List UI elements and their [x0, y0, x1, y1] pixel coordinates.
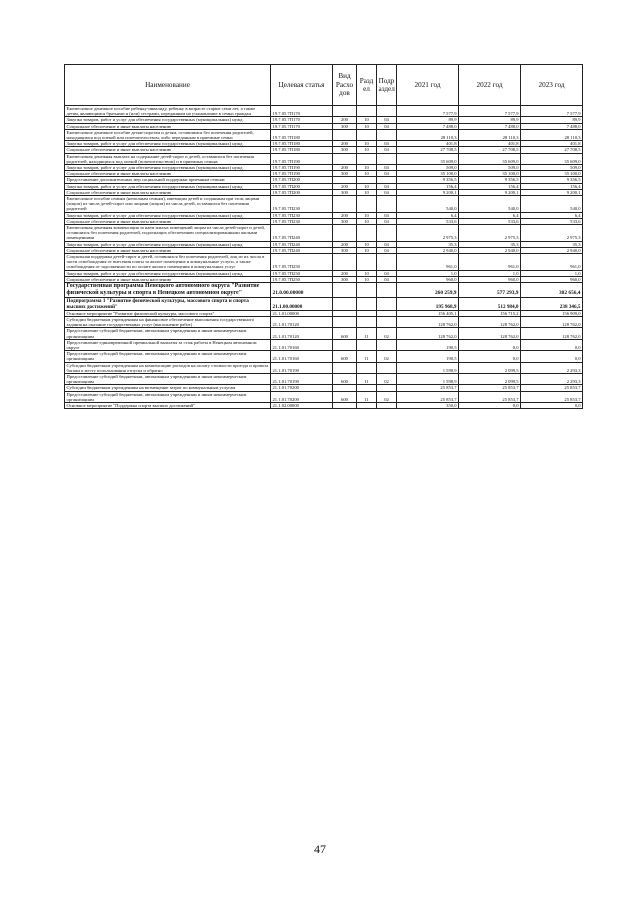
- cell-expense-type: 600: [333, 328, 357, 339]
- cell-name: Закупка товаров, работ и услуг для обеспечения государственных (муниципальных) нужд: [65, 212, 271, 218]
- cell-section: 10: [357, 147, 377, 153]
- cell-section: 11: [357, 328, 377, 339]
- cell-subsection: 04: [377, 165, 397, 171]
- cell-expense-type: 600: [333, 391, 357, 402]
- cell-subsection: 04: [377, 183, 397, 189]
- cell-target-article: 19.7.05.7П190: [271, 171, 333, 177]
- cell-section: [357, 339, 377, 350]
- cell-year-2021: 1 598,9: [397, 373, 459, 384]
- cell-section: 10: [357, 276, 377, 282]
- table-row: [65, 283, 583, 298]
- cell-year-2021: 9 356,5: [397, 177, 459, 183]
- cell-year-2021: 195 968,9: [397, 297, 459, 310]
- cell-target-article: 19.7.05.7П250: [271, 254, 333, 271]
- cell-year-2022: 960,0: [459, 276, 521, 282]
- cell-year-2023: 35,3: [521, 241, 583, 247]
- cell-expense-type: [333, 106, 357, 117]
- cell-year-2023: 128 762,0: [521, 328, 583, 339]
- cell-year-2023: 2 293,3: [521, 373, 583, 384]
- cell-target-article: 21.1.02.00000: [271, 402, 333, 408]
- cell-year-2021: 190,5: [397, 339, 459, 350]
- cell-section: 10: [357, 183, 377, 189]
- cell-year-2023: 540,0: [521, 196, 583, 213]
- cell-section: 10: [357, 270, 377, 276]
- cell-name: Предоставление субсидий бюджетным, автономным учреждениям и иным некоммерческим организациям: [65, 328, 271, 339]
- cell-section: [357, 254, 377, 271]
- cell-year-2021: 25 853,7: [397, 391, 459, 402]
- cell-expense-type: [333, 153, 357, 164]
- header-expense-type: Вид Расхо дов: [333, 65, 357, 106]
- cell-subsection: 04: [377, 241, 397, 247]
- cell-name: Закупка товаров, работ и услуг для обеспечения государственных (муниципальных) нужд: [65, 141, 271, 147]
- cell-subsection: [377, 153, 397, 164]
- cell-year-2023: 7 577,9: [521, 106, 583, 117]
- table-row: [65, 351, 583, 362]
- cell-subsection: [377, 316, 397, 327]
- cell-expense-type: 200: [333, 165, 357, 171]
- cell-year-2022: 35 609,0: [459, 153, 521, 164]
- cell-year-2023: 28 110,3: [521, 129, 583, 140]
- cell-name: Социальное обеспечение и иные выплаты населению: [65, 123, 271, 129]
- header-year-2021: 2021 год: [397, 65, 459, 106]
- header-section: Разд ел: [357, 65, 377, 106]
- cell-subsection: [377, 225, 397, 242]
- cell-year-2022: 401,8: [459, 141, 521, 147]
- cell-year-2023: 302 656,4: [521, 283, 583, 298]
- cell-name: Социальное обеспечение и иные выплаты населению: [65, 276, 271, 282]
- cell-name: Социальное обеспечение и иные выплаты населению: [65, 247, 271, 253]
- table-header-row: [65, 65, 583, 106]
- cell-year-2023: 156,4: [521, 183, 583, 189]
- cell-expense-type: 200: [333, 117, 357, 123]
- cell-expense-type: 300: [333, 247, 357, 253]
- cell-name: Предоставление субсидий бюджетным, автономным учреждениям и иным некоммерческим организациям: [65, 351, 271, 362]
- header-target-article: Целевая статья: [271, 65, 333, 106]
- cell-expense-type: 300: [333, 218, 357, 224]
- cell-name: Социальное обеспечение и иные выплаты населению: [65, 218, 271, 224]
- cell-name: Социальное обеспечение и иные выплаты населению: [65, 147, 271, 153]
- cell-target-article: 21.1.01.70120: [271, 316, 333, 327]
- cell-expense-type: 200: [333, 212, 357, 218]
- cell-year-2022: 156 715,2: [459, 310, 521, 316]
- cell-name: Социальное обеспечение и иные выплаты населению: [65, 171, 271, 177]
- cell-target-article: 21.1.00.00000: [271, 297, 333, 310]
- table-row: [65, 129, 583, 140]
- cell-section: 10: [357, 123, 377, 129]
- cell-year-2021: 27 708,5: [397, 147, 459, 153]
- cell-year-2022: 89,9: [459, 117, 521, 123]
- cell-year-2021: 1 598,9: [397, 362, 459, 373]
- cell-section: 10: [357, 212, 377, 218]
- table-row: [65, 391, 583, 402]
- budget-table-container: [64, 64, 582, 409]
- cell-year-2021: 401,8: [397, 141, 459, 147]
- cell-year-2021: 35 609,0: [397, 153, 459, 164]
- cell-year-2023: 2 293,3: [521, 362, 583, 373]
- cell-target-article: 19.7.05.7П230: [271, 212, 333, 218]
- cell-section: [357, 196, 377, 213]
- cell-name: Закупка товаров, работ и услуг для обеспечения государственных (муниципальных) нужд: [65, 117, 271, 123]
- cell-year-2022: 512 984,0: [459, 297, 521, 310]
- cell-subsection: [377, 362, 397, 373]
- cell-target-article: 19.7.05.7П180: [271, 147, 333, 153]
- table-row: [65, 316, 583, 327]
- cell-target-article: 21.1.01.70160: [271, 351, 333, 362]
- cell-year-2022: 128 762,0: [459, 316, 521, 327]
- cell-year-2021: 156 405,1: [397, 310, 459, 316]
- cell-year-2022: 577 293,9: [459, 283, 521, 298]
- cell-name: Государственная программа Ненецкого автономного округа "Развитие физической культуры и спорта в Ненецком автономном округе": [65, 283, 271, 298]
- cell-target-article: 21.1.01.70160: [271, 339, 333, 350]
- cell-year-2023: 1,0: [521, 270, 583, 276]
- cell-name: Ежемесячная денежная выплата на содержание детей-сирот и детей, оставшихся без попечения родителей, находящихся под опекой (попечительством) и в приемных семьях: [65, 153, 271, 164]
- cell-subsection: [377, 196, 397, 213]
- cell-year-2023: 2 975,3: [521, 225, 583, 242]
- cell-section: [357, 297, 377, 310]
- cell-year-2022: 9 356,5: [459, 177, 521, 183]
- cell-year-2021: 961,0: [397, 254, 459, 271]
- cell-name: Ежемесячное денежное пособие детям-сиротам и детям, оставшимся без попечения родителей, находящимся под опекой или попечительством, либо переданным в приемные семьи: [65, 129, 271, 140]
- cell-target-article: 19.7.05.7П250: [271, 276, 333, 282]
- table-row: [65, 402, 583, 408]
- cell-subsection: [377, 339, 397, 350]
- table-row: [65, 106, 583, 117]
- header-year-2022: 2022 год: [459, 65, 521, 106]
- cell-target-article: 19.7.05.7П190: [271, 165, 333, 171]
- cell-year-2021: 6,4: [397, 212, 459, 218]
- cell-target-article: 19.7.05.7П170: [271, 106, 333, 117]
- cell-year-2023: 7 488,0: [521, 123, 583, 129]
- cell-subsection: 02: [377, 328, 397, 339]
- cell-expense-type: 300: [333, 147, 357, 153]
- cell-target-article: 19.7.05.7П180: [271, 129, 333, 140]
- cell-expense-type: [333, 129, 357, 140]
- cell-year-2021: 190,5: [397, 351, 459, 362]
- cell-target-article: 21.1.01.70190: [271, 362, 333, 373]
- cell-year-2021: 350,0: [397, 402, 459, 408]
- cell-expense-type: 200: [333, 141, 357, 147]
- table-row: [65, 339, 583, 350]
- cell-section: 11: [357, 391, 377, 402]
- cell-section: 11: [357, 373, 377, 384]
- cell-subsection: 04: [377, 117, 397, 123]
- cell-section: 10: [357, 247, 377, 253]
- cell-year-2021: 260 259,9: [397, 283, 459, 298]
- cell-year-2022: 27 708,5: [459, 147, 521, 153]
- cell-expense-type: [333, 402, 357, 408]
- cell-year-2021: 509,0: [397, 165, 459, 171]
- cell-target-article: 21.1.01.70200: [271, 385, 333, 391]
- cell-year-2022: 35,3: [459, 241, 521, 247]
- cell-year-2023: 156 909,0: [521, 310, 583, 316]
- cell-year-2022: 509,0: [459, 165, 521, 171]
- cell-name: Закупка товаров, работ и услуг для обеспечения государственных (муниципальных) нужд: [65, 183, 271, 189]
- table-row: [65, 153, 583, 164]
- cell-subsection: 04: [377, 189, 397, 195]
- cell-target-article: 19.7.05.7П230: [271, 196, 333, 213]
- cell-subsection: [377, 129, 397, 140]
- cell-target-article: 21.0.00.00000: [271, 283, 333, 298]
- cell-subsection: [377, 254, 397, 271]
- cell-year-2023: 27 708,5: [521, 147, 583, 153]
- cell-year-2022: 533,6: [459, 218, 521, 224]
- cell-target-article: 21.1.01.00000: [271, 310, 333, 316]
- cell-section: [357, 283, 377, 298]
- cell-year-2022: 0,0: [459, 351, 521, 362]
- cell-target-article: 19.7.05.7П240: [271, 225, 333, 242]
- cell-subsection: 04: [377, 218, 397, 224]
- cell-year-2021: 533,6: [397, 218, 459, 224]
- cell-expense-type: 200: [333, 270, 357, 276]
- table-row: [65, 196, 583, 213]
- table-body: [65, 106, 583, 409]
- cell-year-2022: 9 200,1: [459, 189, 521, 195]
- cell-subsection: [377, 106, 397, 117]
- cell-section: [357, 402, 377, 408]
- cell-target-article: 19.7.05.7П240: [271, 247, 333, 253]
- cell-year-2023: 25 853,7: [521, 385, 583, 391]
- cell-year-2023: 0,0: [521, 339, 583, 350]
- cell-expense-type: [333, 316, 357, 327]
- cell-year-2023: 2 940,0: [521, 247, 583, 253]
- cell-section: [357, 225, 377, 242]
- cell-target-article: 19.7.05.7П170: [271, 123, 333, 129]
- cell-name: Социальная поддержка детей-сирот и детей, оставшихся без попечения родителей, лиц из их числа в части освобождения от внесения платы за жилое помещение и коммунальные услуги, а также освобождения от задолженности по оплате жилого помещения и коммунальных услуг: [65, 254, 271, 271]
- cell-expense-type: [333, 362, 357, 373]
- cell-year-2022: 6,4: [459, 212, 521, 218]
- cell-expense-type: [333, 225, 357, 242]
- cell-year-2023: 35 609,0: [521, 153, 583, 164]
- cell-name: Закупка товаров, работ и услуг для обеспечения государственных (муниципальных) нужд: [65, 165, 271, 171]
- header-subsection: Подр аздел: [377, 65, 397, 106]
- cell-section: 10: [357, 171, 377, 177]
- cell-subsection: 02: [377, 351, 397, 362]
- cell-name: Ежемесячное денежное пособие ребенку-инвалиду, ребенку в возрасте старше семи лет, а также детям, являющимся братьями и (или) сестрами, переданным на усыновление в семьи граждан: [65, 106, 271, 117]
- cell-subsection: 02: [377, 373, 397, 384]
- cell-subsection: 04: [377, 171, 397, 177]
- cell-year-2023: 89,9: [521, 117, 583, 123]
- cell-year-2021: 35 100,0: [397, 171, 459, 177]
- cell-year-2023: 6,4: [521, 212, 583, 218]
- cell-subsection: 04: [377, 270, 397, 276]
- cell-name: Ежемесячная денежная компенсация за наем жилых помещений лицам из числа детей-сирот и детей, оставшихся без попечения родителей, подлежащих обеспечению специализированными жилыми помещениями: [65, 225, 271, 242]
- cell-year-2023: 35 100,0: [521, 171, 583, 177]
- budget-table: [64, 64, 583, 409]
- cell-subsection: [377, 297, 397, 310]
- cell-year-2022: 28 110,3: [459, 129, 521, 140]
- cell-expense-type: [333, 283, 357, 298]
- table-row: [65, 373, 583, 384]
- cell-subsection: 04: [377, 147, 397, 153]
- header-name: Наименование: [65, 65, 271, 106]
- cell-name: Субсидии бюджетным учреждениям на возмещение затрат по коммунальным услугам: [65, 385, 271, 391]
- cell-subsection: 04: [377, 276, 397, 282]
- cell-year-2021: 35,3: [397, 241, 459, 247]
- cell-expense-type: 300: [333, 123, 357, 129]
- cell-expense-type: [333, 339, 357, 350]
- cell-section: 10: [357, 117, 377, 123]
- cell-subsection: 04: [377, 141, 397, 147]
- cell-subsection: 02: [377, 391, 397, 402]
- cell-target-article: 19.7.05.7П240: [271, 241, 333, 247]
- cell-section: 10: [357, 165, 377, 171]
- cell-target-article: 19.7.05.7П180: [271, 141, 333, 147]
- cell-name: Предоставление субсидий бюджетным, автономным учреждениям и иным некоммерческим организациям: [65, 373, 271, 384]
- cell-year-2021: 540,0: [397, 196, 459, 213]
- page-number: 47: [314, 842, 326, 856]
- cell-target-article: 19.7.05.7П190: [271, 153, 333, 164]
- cell-expense-type: 600: [333, 373, 357, 384]
- cell-subsection: [377, 402, 397, 408]
- cell-year-2022: 25 853,7: [459, 391, 521, 402]
- cell-section: [357, 129, 377, 140]
- table-row: [65, 225, 583, 242]
- cell-target-article: 19.7.05.7П200: [271, 177, 333, 183]
- cell-section: 10: [357, 141, 377, 147]
- cell-target-article: 19.7.05.7П230: [271, 218, 333, 224]
- cell-expense-type: [333, 254, 357, 271]
- cell-year-2021: 9 200,1: [397, 189, 459, 195]
- cell-section: [357, 153, 377, 164]
- cell-name: Основное мероприятие "Развитие физической культуры, массового спорта": [65, 310, 271, 316]
- cell-year-2021: 89,9: [397, 117, 459, 123]
- cell-year-2023: 509,0: [521, 165, 583, 171]
- cell-target-article: 19.7.05.7П200: [271, 183, 333, 189]
- table-row: [65, 254, 583, 271]
- cell-name: Субсидии бюджетным учреждениям на финансовое обеспечение выполнения государственного задания на оказание государственных услуг (выполнение работ): [65, 316, 271, 327]
- cell-year-2023: 238 346,5: [521, 297, 583, 310]
- cell-name: Предоставление дополнительных мер социальной поддержки приемным семьям: [65, 177, 271, 183]
- cell-name: Закупка товаров, работ и услуг для обеспечения государственных (муниципальных) нужд: [65, 241, 271, 247]
- cell-year-2023: 533,6: [521, 218, 583, 224]
- cell-year-2021: 156,4: [397, 183, 459, 189]
- cell-year-2023: 9 200,1: [521, 189, 583, 195]
- cell-year-2022: 2 975,3: [459, 225, 521, 242]
- cell-expense-type: 200: [333, 241, 357, 247]
- cell-year-2021: 28 110,3: [397, 129, 459, 140]
- cell-year-2022: 1,0: [459, 270, 521, 276]
- cell-name: Субсидии бюджетным учреждениям на компенсацию расходов на оплату стоимости проезда и провоза багажа к месту использования отпуска и обратно: [65, 362, 271, 373]
- cell-section: [357, 316, 377, 327]
- cell-year-2022: 0,0: [459, 402, 521, 408]
- cell-section: 11: [357, 351, 377, 362]
- cell-year-2023: 401,8: [521, 141, 583, 147]
- cell-year-2021: 128 762,0: [397, 316, 459, 327]
- cell-section: 10: [357, 189, 377, 195]
- cell-year-2022: 0,0: [459, 339, 521, 350]
- cell-year-2021: 128 762,0: [397, 328, 459, 339]
- cell-year-2022: 35 100,0: [459, 171, 521, 177]
- cell-expense-type: 300: [333, 276, 357, 282]
- cell-section: 10: [357, 241, 377, 247]
- cell-year-2021: 2 940,0: [397, 247, 459, 253]
- cell-year-2023: 128 762,0: [521, 316, 583, 327]
- cell-target-article: 21.1.01.70120: [271, 328, 333, 339]
- cell-target-article: 19.7.05.7П170: [271, 117, 333, 123]
- cell-subsection: 04: [377, 247, 397, 253]
- cell-year-2021: 7 577,9: [397, 106, 459, 117]
- cell-expense-type: [333, 196, 357, 213]
- cell-expense-type: 600: [333, 351, 357, 362]
- cell-year-2021: 2 975,3: [397, 225, 459, 242]
- cell-year-2023: 9 356,5: [521, 177, 583, 183]
- table-row: [65, 297, 583, 310]
- cell-year-2021: 25 853,7: [397, 385, 459, 391]
- header-year-2023: 2023 год: [521, 65, 583, 106]
- cell-year-2022: 2 099,5: [459, 373, 521, 384]
- cell-year-2023: 960,0: [521, 276, 583, 282]
- cell-section: [357, 106, 377, 117]
- cell-subsection: 04: [377, 123, 397, 129]
- cell-year-2022: 540,0: [459, 196, 521, 213]
- cell-year-2022: 7 577,9: [459, 106, 521, 117]
- cell-year-2021: 7 488,0: [397, 123, 459, 129]
- cell-name: Предоставление единовременной премиальной выплаты за стаж работы в Ненецком автономном округе: [65, 339, 271, 350]
- table-row: [65, 328, 583, 339]
- cell-target-article: 21.1.01.70190: [271, 373, 333, 384]
- cell-name: Предоставление субсидий бюджетным, автономным учреждениям и иным некоммерческим организациям: [65, 391, 271, 402]
- cell-target-article: 21.1.01.70200: [271, 391, 333, 402]
- cell-expense-type: 300: [333, 171, 357, 177]
- cell-name: Подпрограмма 1 "Развитие физической культуры, массового спорта и спорта высших достижений": [65, 297, 271, 310]
- cell-name: Закупка товаров, работ и услуг для обеспечения государственных (муниципальных) нужд: [65, 270, 271, 276]
- cell-section: 10: [357, 218, 377, 224]
- cell-year-2022: 7 488,0: [459, 123, 521, 129]
- cell-year-2023: 25 853,7: [521, 391, 583, 402]
- cell-name: Ежемесячное пособие семьям (неполным семьям), имеющим детей и созданным при этом лицами (лицом) из числа детей-сирот или лицами (лицом) из числа детей, оставшихся без попечения родителей: [65, 196, 271, 213]
- cell-year-2021: 1,0: [397, 270, 459, 276]
- cell-target-article: 19.7.05.7П200: [271, 189, 333, 195]
- cell-name: Социальное обеспечение и иные выплаты населению: [65, 189, 271, 195]
- cell-year-2021: 960,0: [397, 276, 459, 282]
- cell-expense-type: 300: [333, 189, 357, 195]
- cell-subsection: [377, 283, 397, 298]
- cell-section: [357, 362, 377, 373]
- cell-expense-type: 200: [333, 183, 357, 189]
- cell-year-2022: 25 853,7: [459, 385, 521, 391]
- cell-year-2022: 961,0: [459, 254, 521, 271]
- cell-year-2023: 961,0: [521, 254, 583, 271]
- cell-expense-type: [333, 297, 357, 310]
- table-row: [65, 362, 583, 373]
- cell-target-article: 19.7.05.7П250: [271, 270, 333, 276]
- cell-year-2023: 0,0: [521, 351, 583, 362]
- cell-year-2022: 2 099,5: [459, 362, 521, 373]
- cell-subsection: 04: [377, 212, 397, 218]
- cell-name: Основное мероприятие "Поддержка спорта высших достижений": [65, 402, 271, 408]
- cell-year-2022: 2 940,0: [459, 247, 521, 253]
- cell-year-2022: 156,4: [459, 183, 521, 189]
- cell-year-2022: 128 762,0: [459, 328, 521, 339]
- cell-year-2023: 0,0: [521, 402, 583, 408]
